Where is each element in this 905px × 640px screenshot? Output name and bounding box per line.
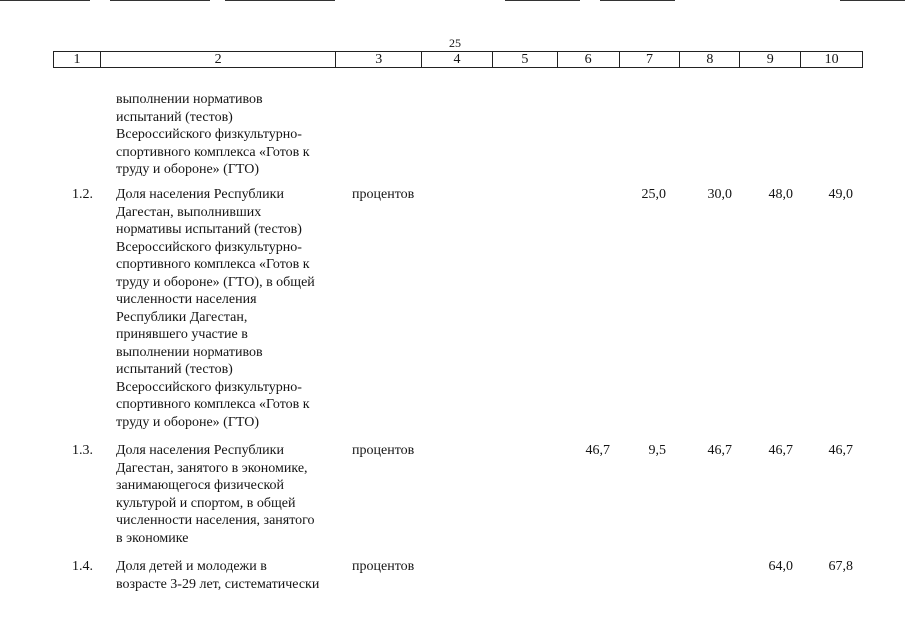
unit-of-measure: процентов	[352, 443, 415, 458]
value-col-7: 25,0	[641, 187, 666, 202]
indicator-name-line: нормативы испытаний (тестов)	[116, 222, 302, 237]
indicator-name-line: Доля населения Республики	[116, 443, 284, 458]
unit-of-measure: процентов	[352, 559, 415, 574]
row-number: 1.2.	[72, 187, 93, 202]
indicator-name-line: принявшего участие в	[116, 327, 248, 342]
value-col-6: 46,7	[585, 443, 610, 458]
row-number: 1.4.	[72, 559, 93, 574]
indicator-name-line: Доля детей и молодежи в	[116, 559, 267, 574]
indicator-name-line: в экономике	[116, 530, 189, 546]
scan-edge-line	[0, 0, 90, 1]
scan-edge-line	[505, 0, 580, 1]
indicator-name-line: культурой и спортом, в общей	[116, 495, 296, 511]
scan-edge-line	[110, 0, 210, 1]
indicator-name-line: занимающегося физической	[116, 478, 285, 493]
column-number: 4	[422, 52, 493, 67]
indicator-name-line: Дагестан, занятого в экономике,	[116, 460, 308, 476]
column-number: 8	[680, 52, 740, 67]
value-col-8: 46,7	[707, 443, 732, 458]
indicator-name-line: Всероссийского физкультурно-	[116, 379, 302, 395]
indicator-name-line: Доля населения Республики	[116, 187, 284, 202]
column-number: 9	[740, 52, 801, 67]
indicator-name-line: испытаний (тестов)	[116, 109, 233, 125]
indicator-name-line: Дагестан, выполнивших	[116, 204, 262, 220]
scan-edge-line	[225, 0, 335, 1]
indicator-name-line: Республики Дагестан,	[116, 309, 248, 325]
column-number: 3	[336, 52, 422, 67]
indicator-name	[116, 186, 341, 431]
page-number: 25	[449, 36, 461, 50]
value-col-9: 46,7	[768, 443, 793, 458]
indicator-name-line: труду и обороне» (ГТО)	[116, 162, 260, 177]
column-number: 6	[558, 52, 620, 67]
indicator-name-line: испытаний (тестов)	[116, 362, 233, 377]
indicator-name-line: спортивного комплекса «Готов к	[116, 397, 310, 412]
indicator-name-line: труду и обороне» (ГТО), в общей	[116, 274, 315, 290]
indicator-name-line: спортивного комплекса «Готов к	[116, 257, 310, 272]
indicator-name-line: Всероссийского физкультурно-	[116, 127, 302, 142]
column-number: 1	[54, 52, 101, 67]
column-number: 5	[493, 52, 558, 67]
value-col-10: 49,0	[828, 187, 853, 202]
value-col-9: 48,0	[768, 187, 793, 202]
column-number: 2	[101, 52, 336, 67]
scan-edge-line	[840, 0, 905, 1]
column-number: 10	[824, 52, 839, 67]
value-col-10: 67,8	[828, 559, 853, 574]
indicator-name	[116, 91, 341, 179]
value-col-10: 46,7	[828, 443, 853, 458]
row-number: 1.3.	[72, 443, 93, 458]
value-col-8: 30,0	[707, 187, 732, 202]
indicator-name-line: возрасте 3-29 лет, систематически	[116, 576, 320, 592]
indicator-name-line: труду и обороне» (ГТО)	[116, 414, 260, 430]
column-number-header	[53, 51, 863, 68]
indicator-name-line: выполнении нормативов	[116, 344, 263, 360]
indicator-name	[116, 558, 341, 593]
indicator-name-line: спортивного комплекса «Готов к	[116, 144, 310, 160]
column-number: 7	[620, 52, 681, 67]
indicator-name-line: выполнении нормативов	[116, 92, 263, 107]
scan-edge-line	[600, 0, 675, 1]
indicator-name-line: численности населения	[116, 292, 257, 307]
indicator-name-line: Всероссийского физкультурно-	[116, 239, 302, 255]
value-col-9: 64,0	[768, 559, 793, 574]
indicator-name	[116, 442, 341, 547]
indicator-name-line: численности населения, занятого	[116, 513, 315, 528]
value-col-7: 9,5	[648, 443, 666, 458]
unit-of-measure: процентов	[352, 187, 415, 202]
